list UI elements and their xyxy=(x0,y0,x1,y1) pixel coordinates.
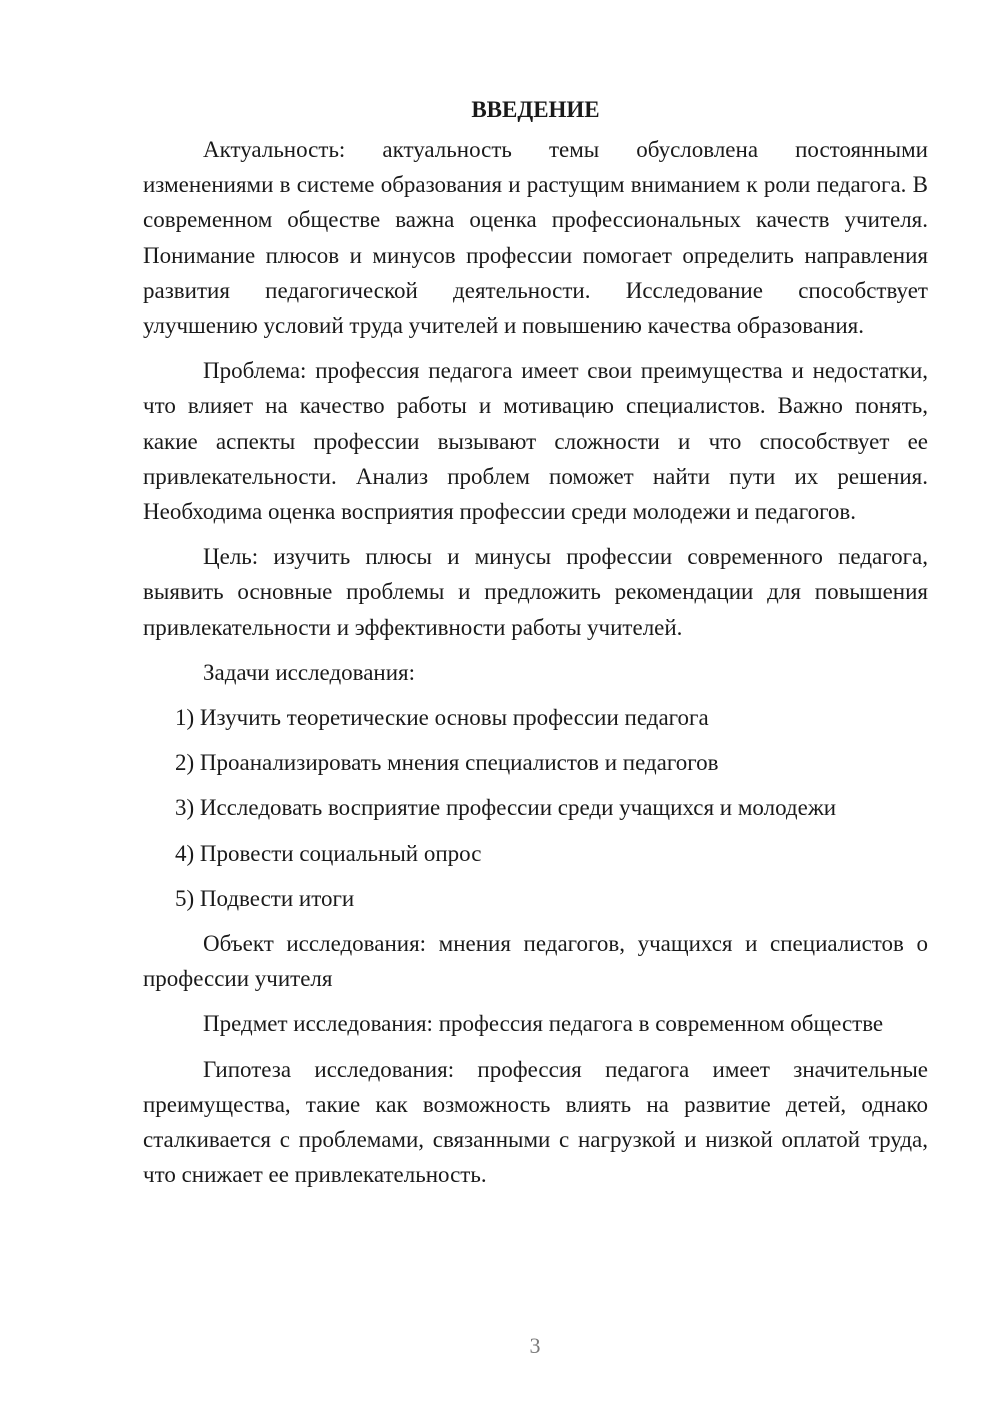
problem-paragraph: Проблема: профессия педагога имеет свои преимущества и недостатки, что влияет на качество работы и мотивацию специалистов. Важно понять, какие аспекты профессии вызывают сложности и что способствует ее привлекательности. Анализ проблем поможет найти пути их решения. Необходима оценка восприятия профессии среди молодежи и педагогов. xyxy=(143,358,928,525)
task-item: 1) Изучить теоретические основы профессии педагога xyxy=(175,705,709,731)
subject-paragraph: Предмет исследования: профессия педагога в современном обществе xyxy=(203,1011,884,1037)
goal-paragraph: Цель: изучить плюсы и минусы профессии современного педагога, выявить основные проблемы и предложить рекомендации для повышения привлекательности и эффективности работы учителей. xyxy=(143,544,928,640)
object-paragraph: Объект исследования: мнения педагогов, учащихся и специалистов о профессии учителя xyxy=(143,931,928,992)
task-item: 3) Исследовать восприятие профессии среди учащихся и молодежи xyxy=(175,795,837,821)
tasks-title: Задачи исследования: xyxy=(203,659,416,685)
task-item: 5) Подвести итоги xyxy=(175,885,355,911)
relevance-paragraph: Актуальность: актуальность темы обусловлена постоянными изменениями в системе образования и растущим вниманием к роли педагога. В современном обществе важна оценка профессиональных качеств учителя. Понимание плюсов и минусов профессии помогает определить направления развития педагогической деятельности. Исследование способствует улучшению условий труда учителей и повышению качества образования. xyxy=(143,137,928,339)
hypothesis-paragraph: Гипотеза исследования: профессия педагога имеет значительные преимущества, такие как возможность влиять на развитие детей, однако сталкивается с проблемами, связанными с нагрузкой и низкой оплатой труда, что снижает ее привлекательность. xyxy=(143,1056,928,1188)
page-number: 3 xyxy=(529,1333,541,1358)
task-item: 2) Проанализировать мнения специалистов и педагогов xyxy=(175,750,719,776)
tasks-list xyxy=(143,700,928,916)
task-item: 4) Провести социальный опрос xyxy=(175,840,482,866)
document-body xyxy=(143,92,928,1192)
section-heading: ВВЕДЕНИЕ xyxy=(471,97,600,122)
